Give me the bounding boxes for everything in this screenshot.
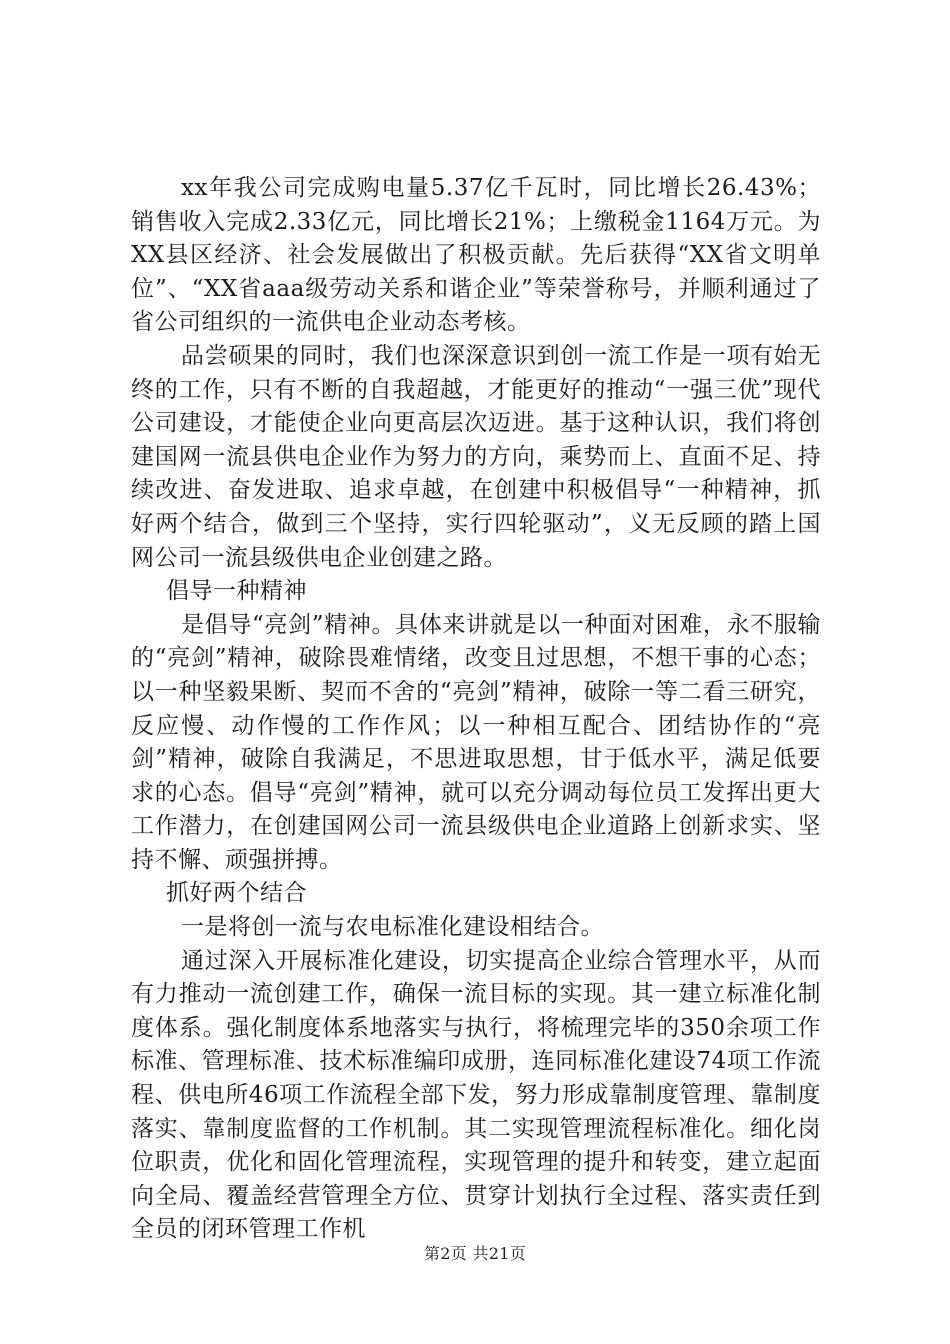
section-heading-spirit: 倡导一种精神 (166, 578, 307, 605)
section-heading-combination: 抓好两个结合 (166, 880, 307, 907)
page-number-footer: 第2页 共21页 (423, 1244, 527, 1263)
document-body (131, 172, 821, 1247)
paragraph-awareness: 品尝硕果的同时，我们也深深意识到创一流工作是一项有始无终的工作，只有不断的自我超越，才能更好的推动“一强三优”现代公司建设，才能使企业向更高层次迈进。基于这种认识，我们将创建国网一流县供电企业作为努力的方向，乘势而上、直面不足、持续改进、奋发进取、追求卓越，在创建中积极倡导“一种精神，抓好两个结合，做到三个坚持，实行四轮驱动”，义无反顾的踏上国网公司一流县级供电企业创建之路。 (131, 342, 821, 571)
paragraph-standardization: 通过深入开展标准化建设，切实提高企业综合管理水平，从而有力推动一流创建工作，确保一流目标的实现。其一建立标准化制度体系。强化制度体系地落实与执行，将梳理完毕的350余项工作标准、管理标准、技术标准编印成册，连同标准化建设74项工作流程、供电所46项工作流程全部下发，努力形成靠制度管理、靠制度落实、靠制度监督的工作机制。其二实现管理流程标准化。细化岗位职责，优化和固化管理流程，实现管理的提升和转变，建立起面向全局、覆盖经营管理全方位、贯穿计划执行全过程、落实责任到全员的闭环管理工作机 (131, 947, 821, 1243)
paragraph-spirit: 是倡导“亮剑”精神。具体来讲就是以一种面对困难，永不服输的“亮剑”精神，破除畏难情绪，改变且过思想，不想干事的心态；以一种坚毅果断、契而不舍的“亮剑”精神，破除一等二看三研究，反应慢、动作慢的工作作风；以一种相互配合、团结协作的“亮剑”精神，破除自我满足，不思进取思想，甘于低水平，满足低要求的心态。倡导“亮剑”精神，就可以充分调动每位员工发挥出更大工作潜力，在创建国网公司一流县级供电企业道路上创新求实、坚持不懈、顽强拼搏。 (131, 611, 821, 873)
paragraph-results: xx年我公司完成购电量5.37亿千瓦时，同比增长26.43%；销售收入完成2.33亿元，同比增长21%；上缴税金1164万元。为XX县区经济、社会发展做出了积极贡献。先后获得“XX省文明单位”、“XX省aaa级劳动关系和谐企业”等荣誉称号，并顺利通过了省公司组织的一流供电企业动态考核。 (131, 175, 821, 336)
subheading-standardization: 一是将创一流与农电标准化建设相结合。 (181, 914, 604, 941)
